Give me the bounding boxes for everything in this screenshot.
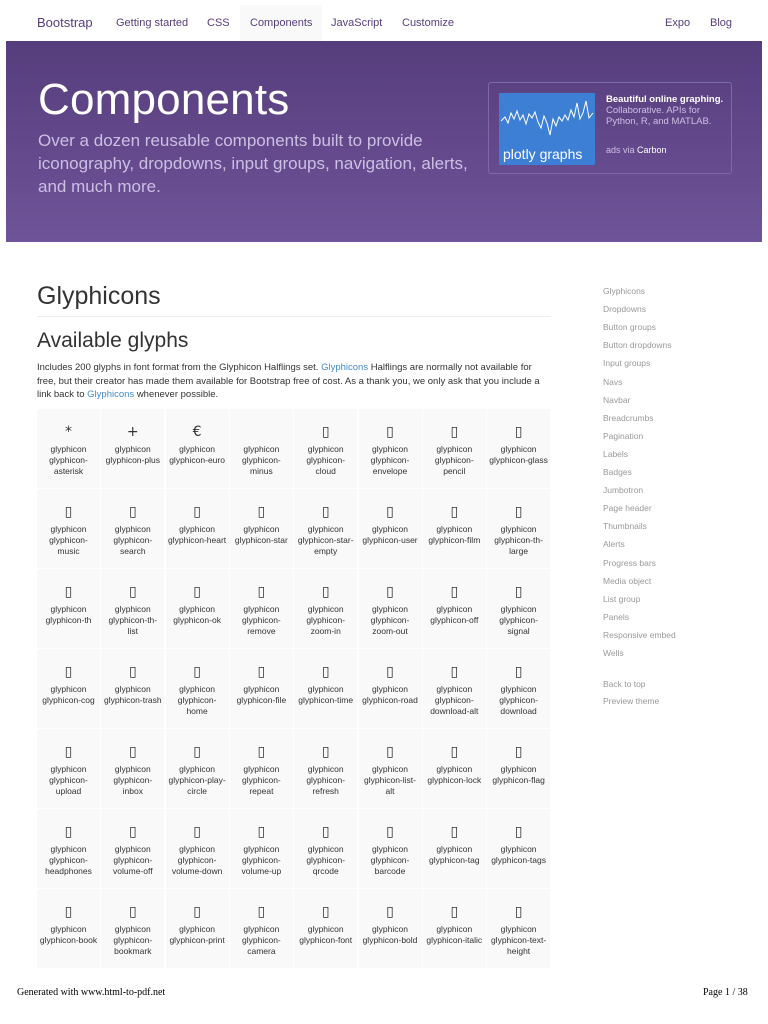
- sidebar-item-labels[interactable]: Labels: [603, 448, 629, 459]
- glyph-icon: ▯: [193, 744, 201, 760]
- glyph-cell: [423, 809, 486, 888]
- sidebar-item-badges[interactable]: Badges: [603, 467, 632, 477]
- glyph-icon: ▯: [386, 664, 394, 680]
- glyph-icon: +: [126, 424, 139, 440]
- glyph-cell: [166, 809, 229, 888]
- glyph-icon: ▯: [128, 504, 137, 520]
- glyph-cell: [359, 809, 422, 888]
- glyph-label: glyphicon glyphicon-time: [298, 684, 354, 705]
- glyph-label: glyphicon glyphicon-tags: [491, 844, 546, 865]
- glyph-icon: ▯: [386, 744, 394, 760]
- sidebar-item-pagination[interactable]: Pagination: [603, 430, 644, 441]
- glyph-cell: [101, 889, 164, 968]
- glyph-label: glyphicon glyphicon-asterisk: [49, 444, 88, 476]
- sidebar-item-responsive-embed[interactable]: Responsive embed: [603, 629, 676, 640]
- nav-components[interactable]: Components: [240, 5, 322, 41]
- sidebar-item-thumbnails[interactable]: Thumbnails: [603, 521, 647, 532]
- glyph-label: glyphicon glyphicon-search: [113, 524, 153, 556]
- nav-css[interactable]: CSS: [207, 17, 230, 29]
- top-navbar: [6, 5, 762, 41]
- glyph-label: glyphicon glyphicon-th-large: [494, 524, 543, 556]
- glyph-cell: [487, 729, 550, 808]
- glyph-cell: [359, 489, 422, 568]
- glyph-cell: [294, 489, 357, 568]
- glyph-label: glyphicon glyphicon-print: [169, 924, 225, 945]
- glyph-label: glyphicon glyphicon-inbox: [113, 764, 153, 796]
- ad-via-link[interactable]: Carbon: [637, 145, 667, 155]
- sidebar-item-alerts[interactable]: Alerts: [603, 539, 625, 550]
- glyph-cell: [230, 729, 293, 808]
- sidebar-item-wells[interactable]: Wells: [603, 648, 624, 658]
- glyph-cell: [37, 569, 100, 648]
- ad-image[interactable]: [499, 93, 595, 165]
- glyphicons-link-1[interactable]: Glyphicons: [321, 362, 369, 373]
- glyph-icon: ▯: [193, 584, 201, 600]
- glyph-label: glyphicon glyphicon-book: [39, 924, 98, 945]
- glyph-label: glyphicon glyphicon-font: [299, 924, 353, 945]
- glyph-cell: [101, 729, 164, 808]
- glyph-label: glyphicon glyphicon-remove: [242, 604, 281, 636]
- glyph-icon: ▯: [193, 824, 201, 840]
- ad-via: [606, 145, 667, 155]
- glyph-label: glyphicon glyphicon-user: [362, 524, 418, 545]
- glyph-label: glyphicon glyphicon-zoom-in: [306, 604, 346, 636]
- glyph-icon: ▯: [386, 584, 394, 600]
- intro-text-3: whenever possible.: [136, 389, 219, 401]
- glyphicons-link-2[interactable]: Glyphicons: [87, 389, 135, 401]
- section-title: Glyphicons: [37, 282, 161, 310]
- glyph-icon: ▯: [514, 424, 523, 440]
- sidebar-item-breadcrumbs[interactable]: Breadcrumbs: [603, 412, 654, 423]
- glyph-cell: [37, 489, 100, 568]
- glyph-icon: ▯: [257, 584, 266, 600]
- sidebar-item-button-dropdowns[interactable]: Button dropdowns: [603, 340, 672, 351]
- glyph-icon: ▯: [128, 584, 137, 600]
- glyph-icon: ▯: [193, 504, 201, 520]
- carbon-ad[interactable]: [488, 82, 732, 174]
- glyph-icon: ▯: [450, 664, 459, 680]
- sidebar-item-navs[interactable]: Navs: [603, 376, 623, 387]
- glyph-cell: [294, 649, 357, 728]
- glyph-icon: ▯: [386, 824, 394, 840]
- glyph-cell: [230, 489, 293, 568]
- glyph-icon: ▯: [128, 664, 137, 680]
- glyph-label: glyphicon glyphicon-headphones: [45, 844, 92, 876]
- glyph-icon: ▯: [321, 424, 330, 440]
- glyph-label: glyphicon glyphicon-cloud: [306, 444, 346, 476]
- glyph-icon: ▯: [128, 744, 137, 760]
- glyph-icon: ▯: [450, 424, 459, 440]
- glyph-label: glyphicon glyphicon-download-alt: [430, 684, 479, 716]
- glyph-label: glyphicon glyphicon-barcode: [370, 844, 410, 876]
- glyph-cell: [230, 569, 293, 648]
- glyph-label: glyphicon glyphicon-upload: [49, 764, 88, 796]
- sidebar-item-list-group[interactable]: List group: [603, 593, 641, 604]
- glyph-cell: [487, 569, 550, 648]
- sidebar-item-media-object[interactable]: Media object: [603, 575, 652, 586]
- glyph-cell: [166, 569, 229, 648]
- glyph-label: glyphicon glyphicon-camera: [242, 924, 281, 956]
- glyph-icon: ▯: [128, 824, 137, 840]
- hero-title: Components: [38, 75, 290, 124]
- glyph-icon: ▯: [64, 664, 73, 680]
- glyph-label: glyphicon glyphicon-pencil: [434, 444, 474, 476]
- glyph-cell: [487, 409, 550, 488]
- sidebar-item-dropdowns[interactable]: Dropdowns: [603, 304, 646, 315]
- ad-headline: Beautiful online graphing.: [606, 94, 724, 105]
- glyph-label: glyphicon glyphicon-road: [362, 684, 418, 705]
- back-to-top-link[interactable]: Back to top: [603, 679, 646, 689]
- glyph-label: glyphicon glyphicon-tag: [429, 844, 480, 865]
- glyph-label: glyphicon glyphicon-th: [45, 604, 92, 625]
- glyph-label: glyphicon glyphicon-euro: [169, 444, 225, 465]
- glyph-icon: ▯: [514, 904, 523, 920]
- glyph-label: glyphicon glyphicon-plus: [105, 444, 160, 465]
- glyph-cell: [487, 489, 550, 568]
- glyph-icon: ▯: [257, 824, 266, 840]
- glyph-icon: ▯: [321, 904, 330, 920]
- glyph-icon: ▯: [128, 904, 137, 920]
- glyph-cell: [230, 409, 293, 488]
- glyph-label: glyphicon glyphicon-zoom-out: [370, 604, 410, 636]
- glyph-icon: ▯: [321, 824, 330, 840]
- glyph-icon: ▯: [193, 904, 201, 920]
- sidebar-item-page-header[interactable]: Page header: [603, 503, 652, 514]
- glyph-icon: ▯: [514, 824, 523, 840]
- glyph-label: glyphicon glyphicon-volume-up: [241, 844, 282, 876]
- glyph-icon: ▯: [257, 904, 266, 920]
- glyph-icon: ▯: [321, 664, 330, 680]
- glyph-label: glyphicon glyphicon-star-empty: [297, 524, 354, 556]
- nav-javascript[interactable]: JavaScript: [331, 17, 383, 29]
- page-header-hero: [6, 41, 762, 242]
- glyph-cell: [230, 889, 293, 968]
- glyph-icon: ▯: [450, 824, 459, 840]
- glyph-icon: ▯: [257, 664, 266, 680]
- glyph-cell: [230, 649, 293, 728]
- glyph-label: glyphicon glyphicon-download: [499, 684, 538, 716]
- glyph-icon: ▯: [321, 504, 330, 520]
- ad-text[interactable]: [606, 94, 724, 127]
- glyph-cell: [359, 409, 422, 488]
- glyph-icon: ▯: [514, 744, 523, 760]
- glyph-label: glyphicon glyphicon-volume-off: [113, 844, 153, 876]
- sidebar-item-jumbotron[interactable]: Jumbotron: [603, 485, 644, 496]
- glyph-cell: [166, 649, 229, 728]
- glyph-cell: [37, 649, 100, 728]
- glyph-label: glyphicon glyphicon-flag: [492, 764, 545, 785]
- glyph-cell: [423, 409, 486, 488]
- glyph-icon: ▯: [321, 584, 330, 600]
- glyph-cell: [230, 809, 293, 888]
- glyph-icon: ▯: [64, 584, 73, 600]
- glyph-cell: [423, 649, 486, 728]
- glyph-label: glyphicon glyphicon-music: [49, 524, 88, 556]
- glyph-icon: ▯: [257, 504, 266, 520]
- glyph-cell: [294, 409, 357, 488]
- footer-generated: Generated with www.html-to-pdf.net: [17, 987, 166, 998]
- section-divider: [37, 316, 551, 317]
- sidebar-item-input-groups[interactable]: Input groups: [603, 358, 651, 369]
- glyph-cell: [359, 889, 422, 968]
- glyph-cell: [359, 729, 422, 808]
- glyph-icon: ▯: [64, 504, 73, 520]
- glyph-icon: ▯: [450, 744, 459, 760]
- glyph-label: glyphicon glyphicon-refresh: [306, 764, 346, 796]
- ad-via-prefix: ads via: [606, 145, 635, 155]
- glyph-icon: ▯: [321, 744, 330, 760]
- intro-text-2: Halflings are normally not available for free, but their creator has made them available for Bootstrap free of cost. As a thank you, we only ask that you include a link back to: [37, 362, 540, 401]
- glyph-cell: [487, 649, 550, 728]
- sidebar-item-progress-bars[interactable]: Progress bars: [603, 557, 656, 568]
- glyph-cell: [101, 489, 164, 568]
- nav-expo[interactable]: Expo: [665, 17, 691, 29]
- glyph-icon: ▯: [193, 664, 201, 680]
- footer-page-number: Page 1 / 38: [703, 987, 748, 998]
- glyph-icon: ▯: [386, 424, 394, 440]
- glyph-label: glyphicon glyphicon-th-list: [108, 604, 158, 636]
- glyph-icon: ▯: [450, 584, 459, 600]
- glyph-label: glyphicon glyphicon-italic: [426, 924, 483, 945]
- glyph-label: glyphicon glyphicon-qrcode: [306, 844, 346, 876]
- glyph-label: glyphicon glyphicon-lock: [427, 764, 482, 785]
- glyph-cell: [423, 489, 486, 568]
- glyph-cell: [37, 729, 100, 808]
- ad-body: Collaborative. APIs for Python, R, and MATLAB.: [606, 105, 712, 127]
- glyph-icon: *: [65, 424, 72, 440]
- glyph-label: glyphicon glyphicon-file: [236, 684, 287, 705]
- nav-customize[interactable]: Customize: [402, 17, 454, 29]
- glyph-label: glyphicon glyphicon-volume-down: [171, 844, 223, 876]
- hero-subtitle: Over a dozen reusable components built to provide iconography, dropdowns, input groups, navigation, alerts, and much more.: [38, 131, 468, 196]
- glyph-label: glyphicon glyphicon-repeat: [242, 764, 281, 796]
- glyph-icon: ▯: [64, 904, 73, 920]
- glyph-cell: [487, 889, 550, 968]
- glyph-cell: [37, 889, 100, 968]
- glyph-cell: [294, 889, 357, 968]
- glyph-cell: [37, 409, 100, 488]
- sidebar-item-navbar[interactable]: Navbar: [603, 394, 631, 405]
- glyph-icon: ▯: [450, 504, 459, 520]
- glyph-cell: [166, 409, 229, 488]
- ad-image-text: plotly graphs: [503, 146, 583, 162]
- glyph-cell: [101, 809, 164, 888]
- glyph-cell: [166, 729, 229, 808]
- glyph-label: glyphicon glyphicon-envelope: [370, 444, 410, 476]
- glyph-cell: [423, 569, 486, 648]
- glyph-label: glyphicon glyphicon-bookmark: [113, 924, 153, 956]
- glyph-cell: [101, 569, 164, 648]
- sidebar-item-button-groups[interactable]: Button groups: [603, 322, 656, 333]
- glyph-label: glyphicon glyphicon-trash: [103, 684, 162, 705]
- navbar-brand[interactable]: Bootstrap: [37, 15, 93, 30]
- sidebar-item-glyphicons[interactable]: Glyphicons: [603, 286, 646, 296]
- nav-getting-started[interactable]: Getting started: [116, 17, 189, 29]
- glyph-icon: ▯: [64, 744, 73, 760]
- glyph-icon: €: [192, 424, 202, 440]
- intro-paragraph: [37, 361, 553, 402]
- glyph-icon: ▯: [386, 504, 394, 520]
- glyph-cell: [423, 729, 486, 808]
- glyph-label: glyphicon glyphicon-text-height: [490, 924, 547, 956]
- glyph-cell: [359, 649, 422, 728]
- glyph-label: glyphicon glyphicon-heart: [168, 524, 227, 545]
- glyph-cell: [294, 729, 357, 808]
- glyph-label: glyphicon glyphicon-minus: [242, 444, 281, 476]
- glyph-cell: [359, 569, 422, 648]
- glyph-icon: ▯: [514, 504, 523, 520]
- glyph-cell: [423, 889, 486, 968]
- glyph-label: glyphicon glyphicon-cog: [42, 684, 95, 705]
- glyph-icon: ▯: [257, 744, 266, 760]
- glyph-icon: ▯: [386, 904, 394, 920]
- glyph-cell: [101, 649, 164, 728]
- glyph-cell: [166, 889, 229, 968]
- glyph-label: glyphicon glyphicon-list-alt: [364, 764, 416, 796]
- section-subtitle: Available glyphs: [37, 329, 189, 352]
- glyph-cell: [101, 409, 164, 488]
- glyph-label: glyphicon glyphicon-film: [428, 524, 481, 545]
- glyph-cell: [294, 569, 357, 648]
- glyph-label: glyphicon glyphicon-off: [430, 604, 479, 625]
- glyph-label: glyphicon glyphicon-star: [234, 524, 288, 545]
- glyph-label: glyphicon glyphicon-play-circle: [168, 764, 226, 796]
- sidebar-item-panels[interactable]: Panels: [603, 611, 629, 622]
- glyph-icon: ▯: [64, 824, 73, 840]
- glyph-cell: [294, 809, 357, 888]
- glyph-cell: [166, 489, 229, 568]
- glyph-cell: [487, 809, 550, 888]
- glyph-label: glyphicon glyphicon-home: [177, 684, 217, 716]
- glyph-icon: ▯: [450, 904, 459, 920]
- glyph-label: glyphicon glyphicon-signal: [499, 604, 538, 636]
- glyph-icon: ▯: [514, 584, 523, 600]
- glyph-label: glyphicon glyphicon-bold: [362, 924, 418, 945]
- glyph-label: glyphicon glyphicon-glass: [489, 444, 548, 465]
- nav-blog[interactable]: Blog: [710, 17, 733, 29]
- glyph-cell: [37, 809, 100, 888]
- preview-theme-link[interactable]: Preview theme: [603, 696, 660, 706]
- glyph-icon: ▯: [514, 664, 523, 680]
- intro-text-1: Includes 200 glyphs in font format from the Glyphicon Halflings set.: [37, 362, 319, 373]
- glyph-label: glyphicon glyphicon-ok: [173, 604, 221, 625]
